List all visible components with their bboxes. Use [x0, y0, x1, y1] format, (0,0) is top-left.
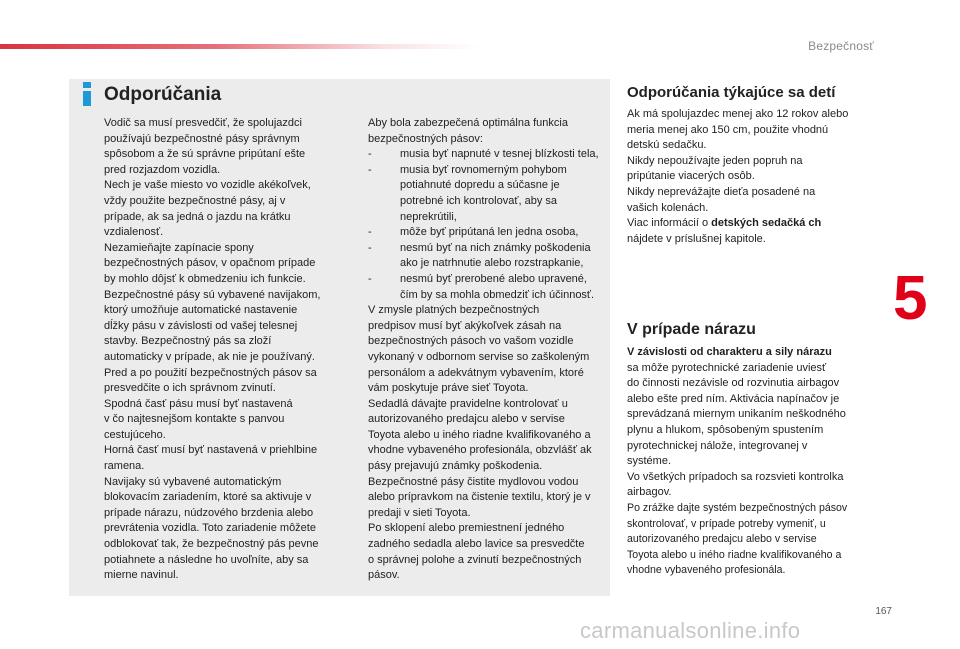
text-line: detskú sedačku. — [627, 139, 707, 152]
bullet-line: - nesmú byť prerobené alebo upravené, — [368, 272, 587, 285]
text-line: personálom a adekvátnym vybavením, ktoré — [368, 366, 584, 379]
children-more-info: Viac informácií o detských sedačká ch — [627, 217, 822, 230]
text-line: autorizovaného predajcu alebo v servise — [368, 413, 565, 426]
text-line: dĺžky pásu v závislosti od vašej telesnej — [104, 319, 298, 332]
text-line: potiahnete a následne ho uvoľníte, aby sa — [104, 553, 309, 566]
text-line: plynu a hlukom, spôsobeným spustením — [627, 423, 824, 436]
text-line: Nikdy neprevážajte dieťa posadené na — [627, 185, 816, 198]
text-line: ktorý umožňuje automatické nastavenie — [104, 304, 298, 317]
text-line: prípade nárazu, núdzového brzdenia alebo — [104, 506, 314, 519]
text-line: prípade, ak sa jedná o jazdu na krátku — [104, 210, 291, 223]
text-line: presvedčite o ich správnom zvinutí. — [104, 382, 276, 395]
text-line: odblokovať tak, že bezpečnostný pás pevne — [104, 538, 319, 551]
text-line: Vo všetkých prípadoch sa rozsvieti kontrolka — [627, 470, 844, 483]
text-line: vždy použite bezpečnostné pásy, aj v — [104, 194, 286, 207]
text-line: Ak má spolujazdec menej ako 12 rokov alebo — [627, 108, 849, 120]
text-line: Nikdy nepoužívajte jeden popruh na — [627, 154, 803, 167]
text-line: Nech je vaše miesto vo vozidle akékoľvek, — [104, 179, 311, 192]
text-line: meria menej ako 150 cm, použite vhodnú — [627, 123, 829, 136]
info-icon — [78, 82, 96, 107]
crash-bold-lead: V závislosti od charakteru a sily nárazu — [627, 346, 832, 358]
children-title: Odporúčania týkajúce sa detí — [627, 84, 836, 101]
text-line: Navijaky sú vybavené automatickým — [104, 475, 282, 488]
text-line: Po zrážke dajte systém bezpečnostných pásov — [627, 501, 848, 514]
text-line: Toyota alebo u iného riadne kvalifikovaného a — [627, 548, 842, 561]
text-line: stavby. Bezpečnostný pás sa zloží — [104, 335, 272, 348]
bullet-line: neprekrútili, — [400, 210, 457, 223]
crash-text — [627, 345, 875, 579]
crash-title: V prípade nárazu — [627, 321, 756, 338]
page-number: 167 — [875, 606, 892, 617]
text-line: používajú bezpečnostné pásy správnym — [104, 132, 300, 145]
text-line: pripútanie viacerých osôb. — [627, 170, 755, 183]
text-line: bezpečnostných pásoch vo vašom vozidle — [368, 335, 574, 348]
text-line: blokovacím zariadením, ktoré sa aktivuje v — [104, 491, 312, 504]
text-line: Spodná časť pásu musí byť nastavená — [104, 397, 293, 410]
text-line: sprevádzaná miernym unikaním neškodného — [627, 408, 846, 421]
text-line: V zmysle platných bezpečnostných — [368, 304, 540, 317]
text-line: pásov. — [368, 569, 400, 582]
text-line: vám poskytuje práve sieť Toyota. — [368, 382, 529, 395]
text-line: bezpečnostných pásov, v opačnom prípade — [104, 257, 316, 270]
text-line: Nezamieňajte zapínacie spony — [104, 241, 254, 254]
text-line: Toyota alebo u iného riadne kvalifikovaného a — [368, 428, 591, 441]
bullet-line: - musia byť napnuté v tesnej blízkosti tela, — [368, 148, 599, 161]
text-line: by mohlo dôjsť k obmedzeniu ich funkcie. — [104, 272, 306, 285]
text-line: sa môže pyrotechnické zariadenie uviesť — [627, 361, 827, 374]
text-line: cestujúceho. — [104, 428, 166, 441]
text-line: systéme. — [627, 455, 672, 468]
text-line: vzdialenosť. — [104, 226, 164, 239]
bullet-line: - môže byť pripútaná len jedna osoba, — [368, 226, 579, 239]
text-line: airbagov. — [627, 486, 672, 499]
text-line: o správnej polohe a zvinutí bezpečnostných — [368, 553, 582, 566]
text-line: predpisov musí byť akýkoľvek zásah na — [368, 319, 562, 332]
text-line: vhodne vybaveného profesionála. — [627, 564, 786, 577]
text-line: pásy prejavujú známky poškodenia. — [368, 460, 543, 473]
bullet-line: potrebné ich kontrolovať, aby sa — [400, 194, 557, 207]
bullet-line: potiahnuté dopredu a súčasne je — [400, 179, 560, 192]
text-line: predaji v sieti Toyota. — [368, 506, 471, 519]
text-line: bezpečnostných pásov: — [368, 132, 483, 145]
text-line: Pred a po použití bezpečnostných pásov sa — [104, 366, 317, 379]
text-line: skontrolovať, v prípade potreby vymeniť, u — [627, 517, 826, 530]
text-line: Vodič sa musí presvedčiť, že spolujazdci — [104, 117, 302, 129]
text-line: Po sklopení alebo premiestnení jedného — [368, 522, 565, 535]
text-line: ramena. — [104, 460, 145, 473]
text-line: do činnosti nezávisle od rozvinutia airbagov — [627, 377, 840, 390]
text-line: v čo najtesnejšom kontakte s panvou — [104, 413, 285, 426]
header-accent-bar — [0, 44, 480, 49]
text-line: autorizovaného predajcu alebo v servise — [627, 533, 817, 546]
text-line: Bezpečnostné pásy čistite mydlovou vodou — [368, 475, 579, 488]
text-line: pred rozjazdom vozidla. — [104, 163, 221, 176]
text-line: Sedadlá dávajte pravidelne kontrolovať u — [368, 397, 568, 410]
recommendations-column-1 — [104, 116, 342, 584]
text-line: pyrotechnickej nálože, integrovanej v — [627, 439, 808, 452]
recommendations-column-2 — [368, 116, 608, 584]
text-line: vhodne vybaveného profesionála, obzvlášť ak — [368, 444, 592, 457]
text-line: alebo ešte pred ním. Aktivácia napínačov je — [627, 392, 840, 405]
bullet-line: - nesmú byť na nich známky poškodenia — [368, 241, 591, 254]
bullet-line: ako je natrhnutie alebo rozstrapkanie, — [400, 257, 584, 270]
text-line: spôsobom a že sú správne pripútaní ešte — [104, 148, 306, 161]
bullet-line: - musia byť rovnomerným pohybom — [368, 163, 567, 176]
text-line: automaticky v prípade, ak nie je používaný. — [104, 350, 315, 363]
children-text — [627, 107, 872, 247]
text-line: Bezpečnostné pásy sú vybavené navijakom, — [104, 288, 321, 301]
text-line: alebo prípravkom na čistenie textilu, ktorý je v — [368, 491, 591, 504]
recommendations-title: Odporúčania — [104, 84, 222, 105]
text-line: zadného sedadla alebo lavice sa presvedčte — [368, 538, 585, 551]
text-line: vašich kolenách. — [627, 201, 709, 214]
watermark: carmanualsonline.info — [580, 618, 801, 643]
text-line: prevrátenia vozidla. Toto zariadenie môžete — [104, 522, 316, 535]
section-label: Bezpečnosť — [808, 39, 874, 53]
text-line: Aby bola zabezpečená optimálna funkcia — [368, 117, 568, 129]
children-more-info-2: nájdete v príslušnej kapitole. — [627, 232, 766, 245]
text-line: mierne navinul. — [104, 569, 179, 582]
text-line: vykonaný v odbornom servise so zaškoleným — [368, 350, 590, 363]
chapter-number: 5 — [893, 264, 928, 333]
text-line: Horná časť musí byť nastavená v priehlbine — [104, 444, 318, 457]
bullet-line: čím by sa mohla obmedziť ich účinnosť. — [400, 288, 595, 301]
